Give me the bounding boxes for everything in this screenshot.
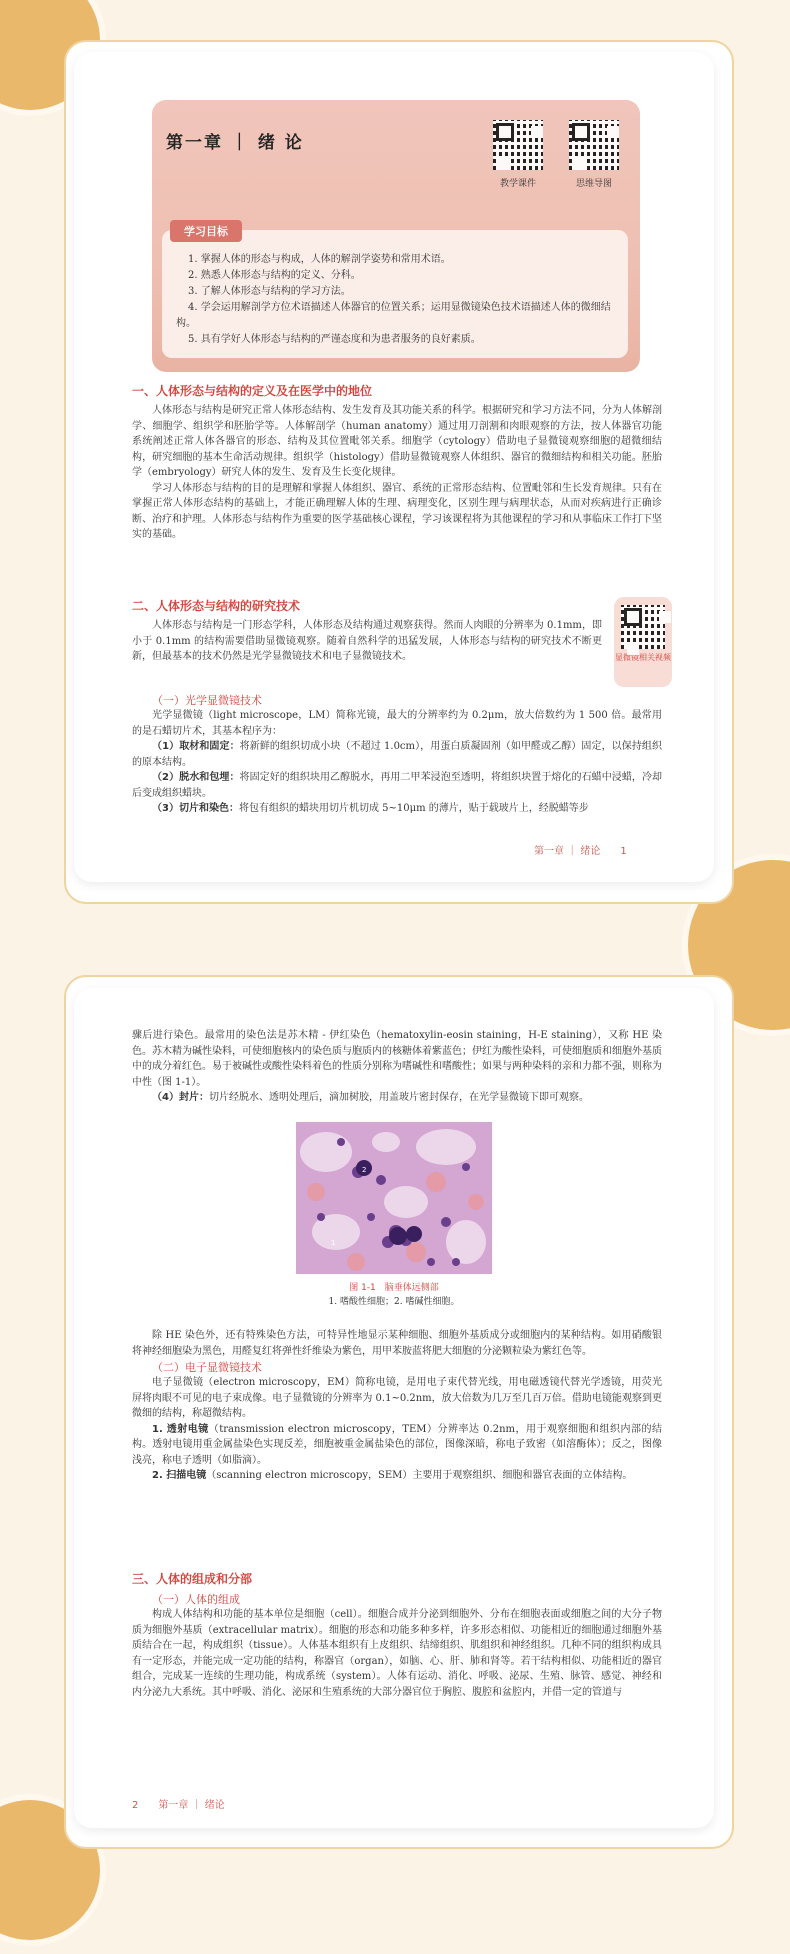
objectives-tag: 学习目标 (170, 220, 242, 242)
paragraph: 人体形态与结构是一门形态学科，人体形态及结构通过观察获得。然而人肉眼的分辨率为 0.1mm，即小于 0.1mm 的结构需要借助显微镜观察。随着自然科学的迅猛发展，人体形态与结构的研究技术不断更新，但最基本的技术仍然是光学显微镜技术和电子显微镜技术。 (132, 620, 602, 662)
item-body: （transmission electron microscopy，TEM）分辨率达 0.2nm，用于观察细胞和组织内部的结构。透射电镜用重金属盐染色实现反差，细胞被重金属盐染色的部位，图像深暗，称电子致密（如溶酶体）；反之，图像浅亮，称电子透明（如脂滴）。 (132, 1423, 662, 1466)
page-footer: 第一章 ｜ 绪论 1 (534, 846, 627, 857)
page-2 (74, 988, 714, 1828)
item-head: 2. 扫描电镜 (152, 1470, 207, 1481)
objective-item: 2. 熟悉人体形态与结构的定义、分科。 (188, 270, 361, 281)
paragraph: 除 HE 染色外，还有特殊染色方法，可特异性地显示某种细胞、细胞外基质成分或细胞内的某种结构。如用硝酸银将神经细胞染为黑色，用醛复红将弹性纤维染为紫色，用甲苯胺蓝将肥大细胞的分泌颗粒染为紫红色等。 (132, 1330, 662, 1357)
section-3 (132, 1570, 662, 1700)
micrograph-pituitary (296, 1122, 492, 1274)
page-1 (74, 52, 714, 882)
figure-note: 1. 嗜酸性细胞；2. 嗜碱性细胞。 (328, 1297, 460, 1307)
qr-code-icon (621, 605, 665, 649)
fig-mark: 2 (362, 1166, 367, 1174)
qr-label: 教学课件 (499, 179, 536, 189)
micrograph-image (296, 1122, 492, 1274)
item-head: 1. 透射电镜 (152, 1423, 209, 1435)
learning-objectives (162, 225, 628, 358)
step-body: 将包有组织的蜡块用切片机切成 5~10μm 的薄片，贴于载玻片上，经脱蜡等步 (238, 803, 589, 814)
section-heading: 三、人体的组成和分部 (132, 1572, 253, 1586)
subsection-light-microscope (132, 692, 662, 817)
paragraph: 构成人体结构和功能的基本单位是细胞（cell）。细胞合成并分泌到细胞外、分布在细胞表面或细胞之间的大分子物质为细胞外基质（extracellular matrix）。细胞的形态和功能多种多样，许多形态相似、功能相近的细胞通过细胞外基质结合在一起，构成组织（tissue）。人体基本组织有上皮组织、结缔组织、肌组织和神经组织。几种不同的组织构成具有一定形态，并能完成一定功能的结构，称器官（organ），如脑、心、肝、肺和肾等。若干结构相似、功能相近的器官组合，完成某一连续的生理功能，构成系统（system）。人体有运动、消化、呼吸、泌尿、生殖、脉管、感觉、神经和内分泌九大系统。其中呼吸、消化、泌尿和生殖系统的大部分器官位于胸腔、腹腔和盆腔内，并借一定的管道与 (132, 1609, 662, 1698)
subsection-heading: （一）人体的组成 (152, 1593, 240, 1606)
qr-code-icon (493, 120, 543, 170)
step-body: 将固定好的组织块用乙醇脱水，再用二甲苯浸泡至透明，将组织块置于熔化的石蜡中浸蜡，冷却后变成组织蜡块。 (132, 772, 663, 799)
item-body: （scanning electron microscopy，SEM）主要用于观察组织、细胞和器官表面的立体结构。 (206, 1470, 633, 1481)
sem-item (132, 1468, 662, 1484)
electron-microscope-text (132, 1328, 662, 1484)
qr-label: 显微镜相关视频 (615, 653, 671, 662)
step-item (132, 739, 662, 770)
objective-item: 4. 学会运用解剖学方位术语描述人体器官的位置关系；运用显微镜染色技术语描述人体的微细结构。 (176, 302, 611, 329)
section-1 (132, 382, 662, 543)
subsection-heading: （二）电子显微镜技术 (152, 1361, 262, 1374)
step-body: 切片经脱水、透明处理后，滴加树胶，用盖玻片密封保存，在光学显微镜下即可观察。 (208, 1092, 589, 1103)
paragraph: 学习人体形态与结构的目的是理解和掌握人体组织、器官、系统的正常形态结构、位置毗邻和生长发育规律。只有在掌握正常人体形态结构的基础上，才能正确理解人体的生理、病理变化，区别生理与病理状态，从而对疾病进行正确诊断、治疗和护理。人体形态与结构作为重要的医学基础核心课程，学习该课程将为其他课程的学习和从事临床工作打下坚实的基础。 (132, 482, 662, 540)
tem-item (132, 1422, 662, 1469)
chapter-title: 第一章 ｜ 绪 论 (166, 133, 304, 153)
figure-caption: 图 1-1 脑垂体远侧部 (349, 1283, 439, 1293)
step-head: （3）切片和染色： (152, 803, 239, 814)
qr-courseware[interactable] (488, 120, 548, 189)
section-heading: 二、人体形态与结构的研究技术 (132, 599, 301, 613)
qr-label: 思维导图 (575, 179, 612, 189)
objective-item: 5. 具有学好人体形态与结构的严谨态度和为患者服务的良好素质。 (188, 334, 481, 345)
fig-mark: 1 (331, 1239, 336, 1247)
paragraph: 电子显微镜（electron microscopy，EM）简称电镜，是用电子束代替光线，用电磁透镜代替光学透镜，用荧光屏将肉眼不可见的电子束成像。电子显微镜的分辨率为 0.1~0.2nm，放大倍数为几万至几百万倍。借助电镜能观察到更微细的结构，称超微结构。 (132, 1377, 662, 1419)
qr-mindmap[interactable] (564, 120, 624, 189)
subsection-heading: （一）光学显微镜技术 (152, 694, 262, 707)
microscope-video-qr[interactable] (614, 597, 672, 687)
objective-item: 1. 掌握人体的形态与构成，人体的解剖学姿势和常用术语。 (188, 254, 451, 265)
staining-text (132, 1028, 662, 1106)
paragraph: 人体形态与结构是研究正常人体形态结构、发生发育及其功能关系的科学。根据研究和学习方法不同，分为人体解剖学、细胞学、组织学和胚胎学等。人体解剖学（human anatomy）通过用刀剖割和肉眼观察的方法，按人体器官功能系统阐述正常人体各器官的形态、结构及其位置毗邻关系。细胞学（cytology）借助电子显微镜观察细胞的超微细结构，研究细胞的基本生命活动规律。组织学（histology）借助显微镜观察人体组织、器官的微细结构和相关功能。胚胎学（embryology）研究人体的发生、发育及生长变化规律。 (132, 405, 662, 478)
step-head: （2）脱水和包埋： (152, 772, 240, 783)
paragraph: 骤后进行染色。最常用的染色法是苏木精 - 伊红染色（hematoxylin-eosin staining，H-E staining），又称 HE 染色。苏木精为碱性染料，可使细胞核内的染色质与胞质内的核糖体着紫蓝色；伊红为酸性染料，可使细胞质和细胞外基质中的成分着红色。易于被碱性或酸性染料着色的性质分别称为嗜碱性和嗜酸性；如果与两种染料的亲和力都不强，则称为中性（图 1-1）。 (132, 1030, 662, 1088)
objective-item: 3. 了解人体形态与结构的学习方法。 (188, 286, 351, 297)
section-2 (132, 597, 602, 665)
section-heading: 一、人体形态与结构的定义及在医学中的地位 (132, 384, 373, 398)
step-body: 将新鲜的组织切成小块（不超过 1.0cm），用蛋白质凝固剂（如甲醛或乙醇）固定，以保持组织的原本结构。 (132, 741, 662, 768)
page-footer: 2 第一章 ｜ 绪论 (132, 1800, 225, 1811)
qr-code-icon (569, 120, 619, 170)
step-head: （1）取材和固定： (152, 741, 240, 752)
paragraph: 光学显微镜（light microscope，LM）简称光镜，最大的分辨率约为 0.2μm，放大倍数约为 1 500 倍。最常用的是石蜡切片术，其基本程序为： (132, 710, 662, 737)
objectives-list (176, 252, 618, 348)
chapter-header (152, 100, 640, 372)
step-item (132, 801, 662, 817)
step-head: （4）封片： (152, 1092, 209, 1103)
step-item (132, 1090, 662, 1106)
step-item (132, 770, 662, 801)
